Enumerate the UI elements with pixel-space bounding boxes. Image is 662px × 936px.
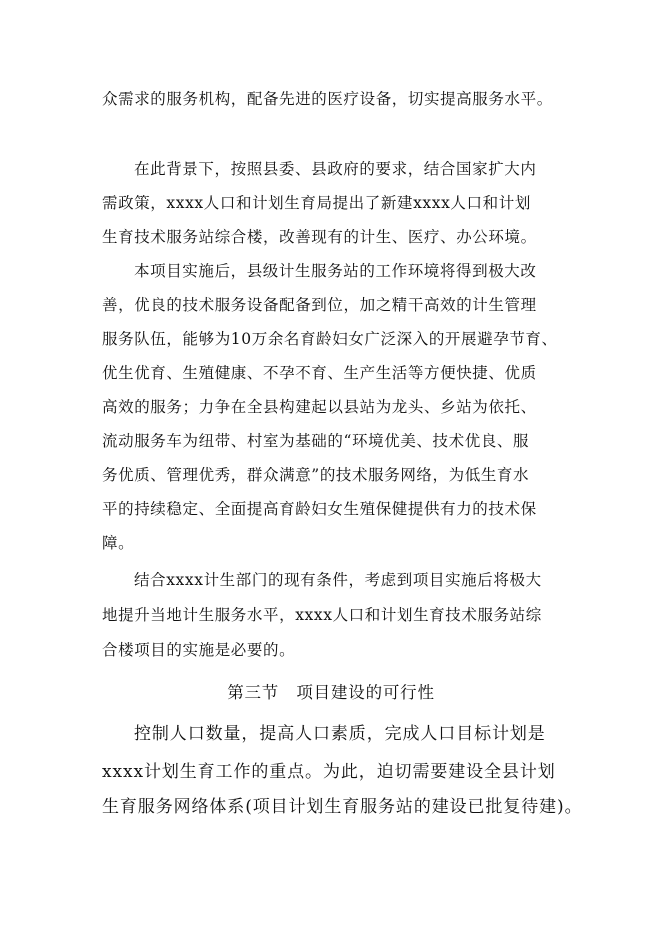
paragraph-2-line-5: 高效的服务；力争在全县构建起以县站为龙头、乡站为依托、	[102, 398, 537, 416]
paragraph-2-line-4: 优生优育、生殖健康、不孕不育、生产生活等方便快捷、优质	[102, 364, 537, 382]
paragraph-3-line-3: 合楼项目的实施是必要的。	[102, 641, 296, 659]
paragraph-2-line-2: 善，优良的技术服务设备配备到位，加之精干高效的计生管理	[102, 296, 537, 314]
paragraph-1-line-2: 需政策，xxxx人口和计划生育局提出了新建xxxx人口和计划	[102, 194, 531, 212]
paragraph-3-line-1: 结合xxxx计生部门的现有条件，考虑到项目实施后将极大	[134, 571, 542, 589]
paragraph-2-line-6: 流动服务车为纽带、村室为基础的“环境优美、技术优良、服	[102, 432, 530, 450]
paragraph-1-line-3: 生育技术服务站综合楼，改善现有的计生、医疗、办公环境。	[102, 228, 537, 246]
paragraph-2-line-9: 障。	[102, 534, 135, 552]
section-heading: 第三节 项目建设的可行性	[227, 683, 435, 702]
paragraph-4-line-1: 控制人口数量，提高人口素质，完成人口目标计划是	[134, 724, 546, 744]
paragraph-4-line-2: xxxx计划生育工作的重点。为此，迫切需要建设全县计划	[102, 762, 556, 782]
paragraph-2-line-8: 平的持续稳定、全面提高育龄妇女生殖保健提供有力的技术保	[102, 500, 537, 518]
paragraph-2-line-3: 服务队伍，能够为10万余名育龄妇女广泛深入的开展避孕节育、	[102, 330, 558, 348]
continuation-line: 众需求的服务机构，配备先进的医疗设备，切实提高服务水平。	[102, 90, 553, 108]
paragraph-2-line-7: 务优质、管理优秀，群众满意”的技术服务网络，为低生育水	[102, 466, 530, 484]
paragraph-2-line-1: 本项目实施后，县级计生服务站的工作环境将得到极大改	[134, 262, 537, 280]
paragraph-1-line-1: 在此背景下，按照县委、县政府的要求，结合国家扩大内	[134, 160, 537, 178]
paragraph-4-line-3: 生育服务网络体系(项目计划生育服务站的建设已批复待建)。	[102, 797, 583, 817]
paragraph-3-line-2: 地提升当地计生服务水平，xxxx人口和计划生育技术服务站综	[102, 606, 542, 624]
